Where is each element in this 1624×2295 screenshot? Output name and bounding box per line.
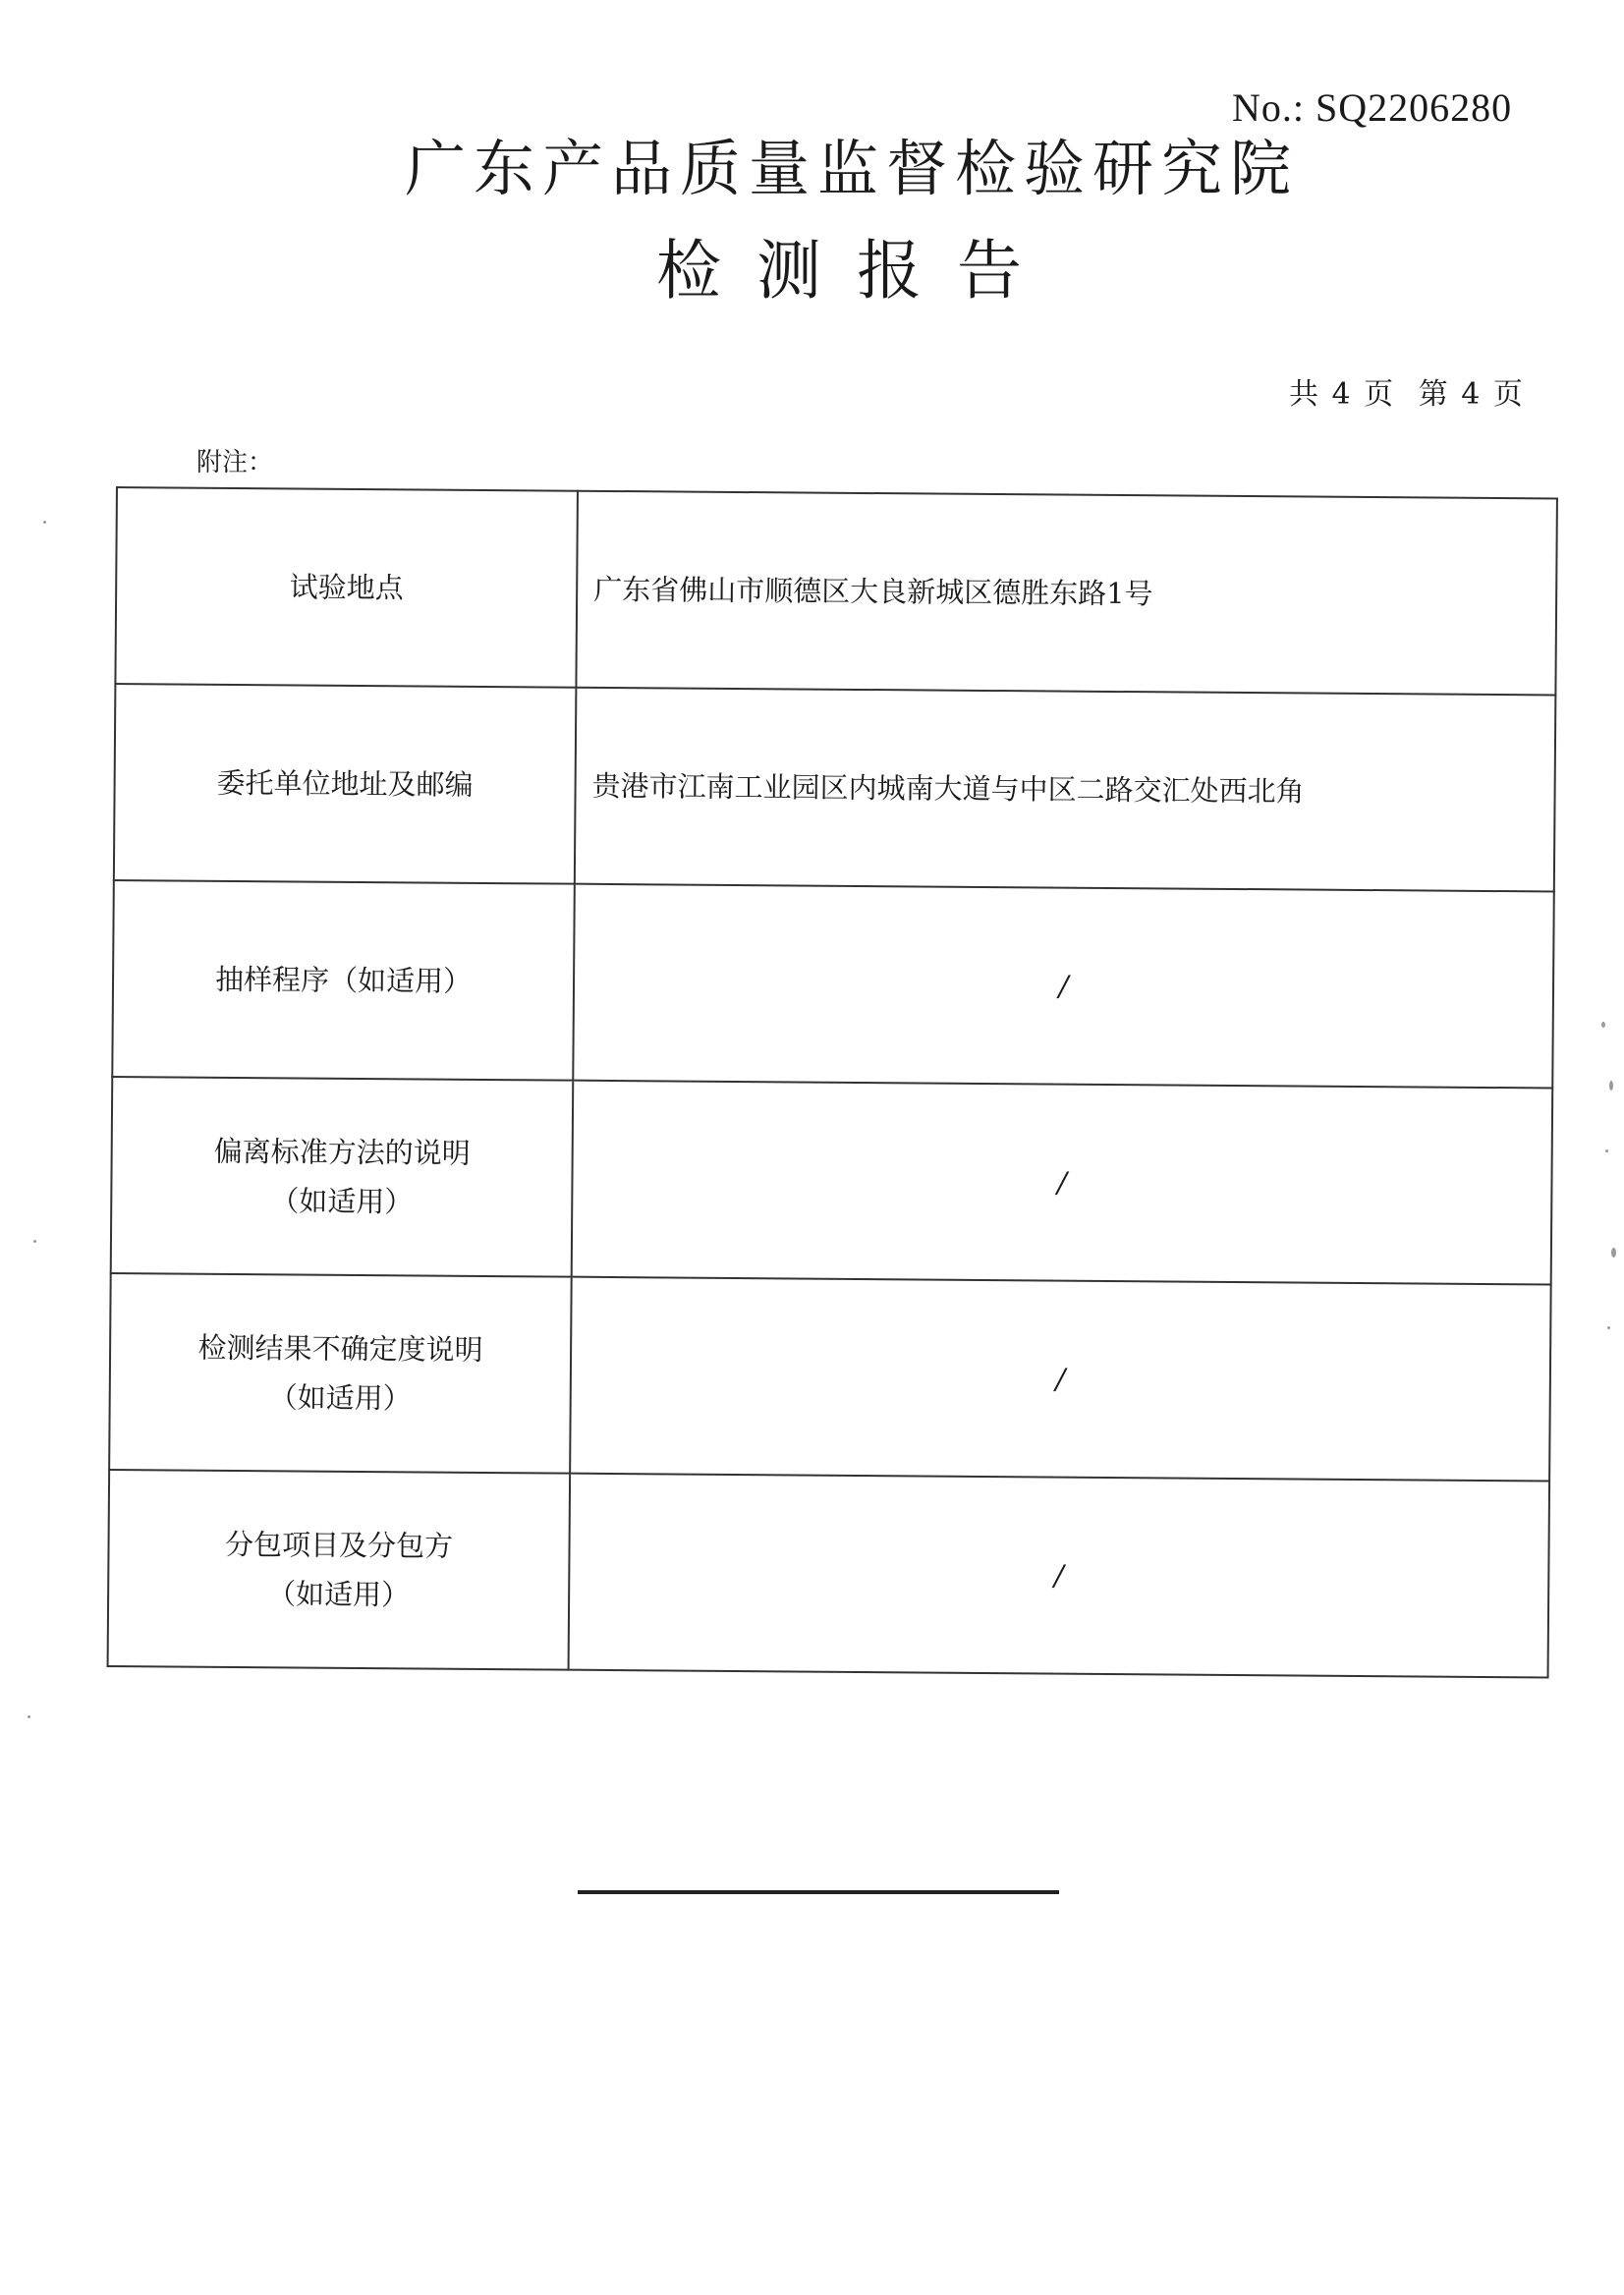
- report-number: No.: SQ2206280: [1232, 85, 1513, 130]
- row-label-line: 偏离标准方法的说明: [213, 1134, 471, 1170]
- row-label: [111, 1077, 574, 1277]
- scan-speck: [1601, 1022, 1605, 1028]
- page-current: 第 4 页: [1418, 377, 1525, 412]
- row-label-line: 委托单位地址及邮编: [216, 765, 474, 802]
- row-label-line: （如适用）: [267, 1577, 411, 1612]
- table-row-client-address: [114, 684, 1556, 892]
- scan-speck: [1607, 1326, 1610, 1329]
- scan-speck: [43, 521, 46, 524]
- notes-label: 附注：: [196, 448, 274, 477]
- row-value: /: [570, 1277, 1551, 1482]
- row-label: [112, 880, 575, 1081]
- institute-name: 广东产品质量监督检验研究院: [405, 133, 1300, 204]
- scan-speck: [1611, 1248, 1616, 1258]
- table-row-test-location: [115, 487, 1557, 696]
- row-value: 广东省佛山市顺德区大良新城区德胜东路1号: [576, 491, 1557, 696]
- scan-speck: [33, 1240, 36, 1243]
- table-row-method-deviation: [111, 1077, 1553, 1285]
- row-label-line: （如适用）: [268, 1380, 412, 1416]
- page-total: 共 4 页: [1289, 377, 1396, 412]
- table-row-uncertainty: [109, 1273, 1551, 1482]
- row-value: 贵港市江南工业园区内城南大道与中区二路交汇处西北角: [575, 688, 1556, 892]
- scan-speck: [1609, 1081, 1613, 1091]
- notes-table: [107, 486, 1558, 1678]
- report-title: 检测报告: [656, 233, 1057, 308]
- row-label-line: （如适用）: [270, 1184, 414, 1219]
- scan-speck: [1605, 1149, 1608, 1152]
- row-label: [115, 487, 578, 688]
- page-count: [1289, 369, 1537, 413]
- row-label-line: 分包项目及分包方: [224, 1527, 454, 1563]
- scan-speck: [28, 1715, 30, 1718]
- row-label: [114, 684, 577, 884]
- table-row-sampling-procedure: [112, 880, 1554, 1089]
- table-row-subcontracting: [108, 1470, 1550, 1678]
- row-value: /: [573, 884, 1554, 1089]
- row-label-line: 抽样程序（如适用）: [214, 962, 473, 998]
- row-value: /: [572, 1081, 1553, 1285]
- end-of-report-rule: [578, 1890, 1059, 1894]
- row-label-line: 检测结果不确定度说明: [197, 1330, 483, 1367]
- row-value: /: [569, 1474, 1550, 1678]
- row-label: [108, 1470, 571, 1670]
- row-label: [109, 1273, 572, 1474]
- row-label-line: 试验地点: [289, 570, 404, 605]
